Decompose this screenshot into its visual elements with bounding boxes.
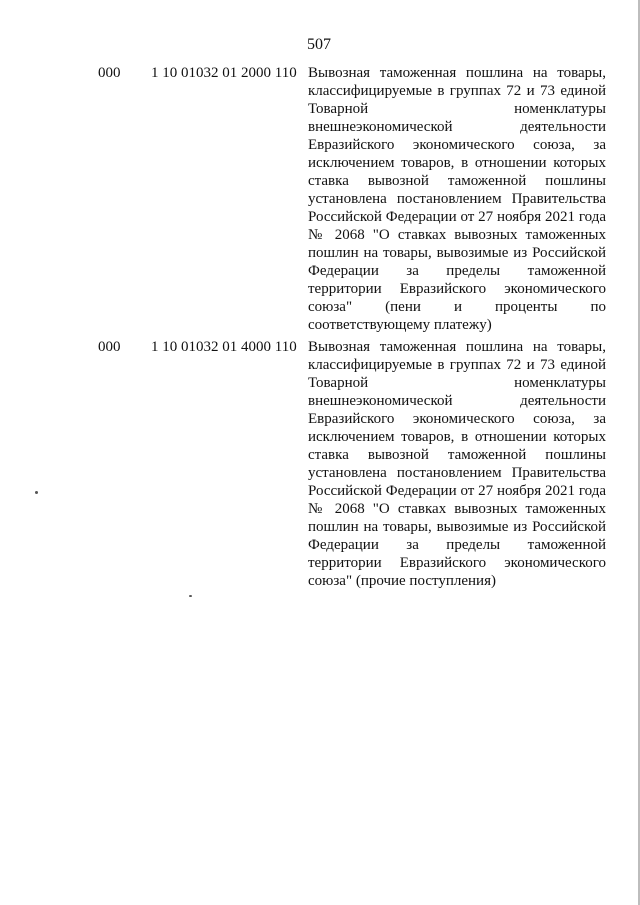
budget-classification-code: 1 10 01032 01 2000 110 xyxy=(151,65,297,81)
table-row xyxy=(0,338,640,590)
budget-classification-code: 1 10 01032 01 4000 110 xyxy=(151,339,297,355)
income-description: Вывозная таможенная пошлина на товары, классифицируемые в группах 72 и 73 единой Товарной номенклатуры внешнеэкономической деятельности Евразийского экономического союза, за исключением товаров, в отношении которых ставка вывозной таможенной пошлины установлена постановлением Правительства Российской Федерации от 27 ноября 2021 года № 2068 "О ставках вывозных таможенных пошлин на товары, вывозимые из Российской Федерации за пределы таможенной территории Евразийского экономического союза" (пени и проценты по соответствующему платежу) xyxy=(308,65,606,333)
administrator-code: 000 xyxy=(98,339,121,355)
table-row xyxy=(0,64,640,334)
income-description: Вывозная таможенная пошлина на товары, классифицируемые в группах 72 и 73 единой Товарной номенклатуры внешнеэкономической деятельности Евразийского экономического союза, за исключением товаров, в отношении которых ставка вывозной таможенной пошлины установлена постановлением Правительства Российской Федерации от 27 ноября 2021 года № 2068 "О ставках вывозных таможенных пошлин на товары, вывозимые из Российской Федерации за пределы таможенной территории Евразийского экономического союза" (прочие поступления) xyxy=(308,339,606,589)
scan-speck xyxy=(189,595,192,597)
administrator-code: 000 xyxy=(98,65,121,81)
budget-code-table xyxy=(0,64,640,594)
scan-speck xyxy=(35,491,38,494)
page-number: 507 xyxy=(307,36,331,53)
